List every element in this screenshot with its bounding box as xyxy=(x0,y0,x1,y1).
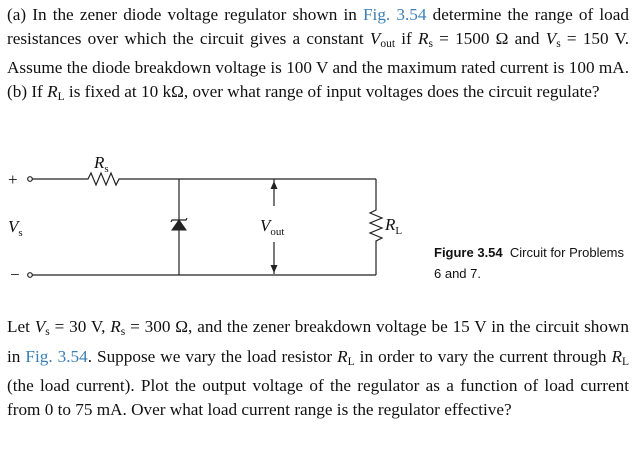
rl2-sub: L xyxy=(347,355,355,368)
zener-diode xyxy=(172,220,186,230)
rl-symbol-2 xyxy=(337,347,355,366)
plus-terminal xyxy=(28,177,33,182)
problem-a-lead: (a) In the zener diode voltage regulator shown in xyxy=(7,5,363,24)
rs-label: $R_s$ xyxy=(94,153,109,175)
problem-b-text-4: . Suppose we vary the load resistor xyxy=(87,346,338,366)
rs2-letter: R xyxy=(110,317,121,336)
vout-symbol xyxy=(370,29,395,48)
problem-a-text-1: determine the range of load resistances over which the circuit gives a constant xyxy=(7,5,629,48)
problem-a-text-3: = 1500 Ω and xyxy=(432,28,546,48)
vs-symbol-2 xyxy=(35,317,50,336)
problem-a-text-5: is fixed at 10 kΩ, over what range of input voltages does the circuit regulate? xyxy=(64,81,600,101)
vs-symbol xyxy=(546,29,561,48)
rl-label: $R_L$ xyxy=(385,215,403,237)
rs-symbol xyxy=(418,29,433,48)
minus-terminal xyxy=(28,273,33,278)
vout-label: $V_{out}$ xyxy=(260,216,285,238)
rs2-sub: s xyxy=(120,326,126,338)
rl3-sub: L xyxy=(621,355,629,368)
vs-symbol-letter: V xyxy=(545,28,557,48)
rl-resistor xyxy=(370,179,382,275)
rl-symbol xyxy=(47,82,65,101)
minus-label: − xyxy=(10,265,20,284)
figure-link[interactable]: Fig. 3.54 xyxy=(363,5,427,24)
figure-link-2[interactable]: Fig. 3.54 xyxy=(25,346,88,366)
problem-b-text-6: (the load current). Plot the output voltage of the regulator as a function of load current from 0 to 75 mA. Over what load current range is the regulator effective? xyxy=(7,376,629,419)
problem-b-text-1: Let xyxy=(7,317,35,336)
rl2-letter: R xyxy=(337,346,348,366)
vs2-sub: s xyxy=(45,326,50,338)
rs-symbol-letter: R xyxy=(417,28,429,48)
rl3-letter: R xyxy=(611,346,622,366)
vs-symbol-sub: s xyxy=(556,37,561,50)
rl-symbol-3 xyxy=(611,347,629,366)
rs-symbol-sub: s xyxy=(428,37,433,50)
problem-b-text xyxy=(7,315,629,421)
problem-b-text-5: in order to vary the current through xyxy=(354,346,612,366)
problem-a-text xyxy=(7,3,629,109)
rl-symbol-letter: R xyxy=(47,81,58,101)
caption-title: Figure 3.54 xyxy=(434,245,503,260)
caption-text: Circuit for Problems 6 and 7. xyxy=(434,245,625,281)
vout-arrowhead-down xyxy=(271,265,278,273)
rl-symbol-sub: L xyxy=(57,90,65,103)
vs-label: $V_s$ xyxy=(8,217,23,239)
plus-label: + xyxy=(8,170,18,189)
problem-a-text-4: = 150 V. Assume the diode breakdown voltage is 100 V and the maximum rated current is 100 mA. (b) If xyxy=(7,28,629,101)
problem-b-text-3: = 300 Ω, and the zener breakdown voltage be 15 V in the circuit shown in xyxy=(7,317,629,366)
vout-symbol-sub: out xyxy=(380,37,396,50)
problem-b-text-2: = 30 V, xyxy=(49,317,111,336)
vout-symbol-letter: V xyxy=(369,28,381,48)
vout-arrowhead-up xyxy=(271,181,278,189)
vs2-letter: V xyxy=(34,317,46,336)
rs-symbol-2 xyxy=(110,317,125,336)
figure-caption xyxy=(434,242,624,284)
problem-a-text-2: if xyxy=(395,28,418,48)
